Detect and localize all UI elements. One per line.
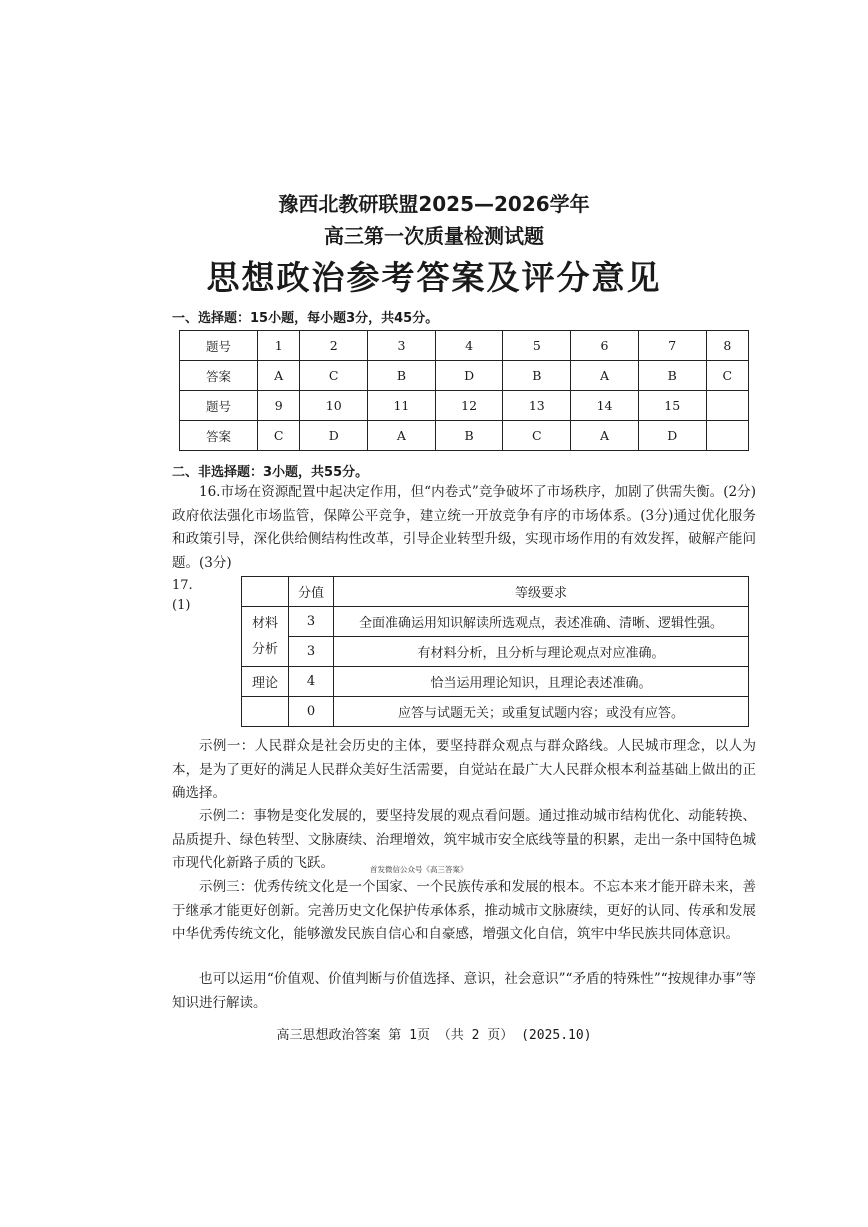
requirement-cell: 应答与试题无关；或重复试题内容；或没有应答。 bbox=[334, 697, 749, 727]
answer-cell: B bbox=[638, 361, 706, 391]
answer-cell: C bbox=[503, 421, 571, 451]
question-number: 14 bbox=[571, 391, 639, 421]
question-number: 12 bbox=[435, 391, 503, 421]
table-row bbox=[242, 697, 749, 727]
watermark: 首发微信公众号《高三答案》 bbox=[370, 865, 468, 874]
score-cell: 0 bbox=[289, 697, 334, 727]
table-row bbox=[180, 391, 749, 421]
question-number: 8 bbox=[706, 331, 748, 361]
header-requirement: 等级要求 bbox=[334, 577, 749, 607]
question-number: 7 bbox=[638, 331, 706, 361]
q17-subpart: (1) bbox=[172, 598, 191, 613]
requirement-cell: 恰当运用理论知识，且理论表述准确。 bbox=[334, 667, 749, 697]
answer-cell: B bbox=[435, 421, 503, 451]
question-number: 3 bbox=[368, 331, 436, 361]
answer-cell: B bbox=[503, 361, 571, 391]
page-title: 思想政治参考答案及评分意见 bbox=[206, 258, 662, 297]
answer-table bbox=[179, 330, 749, 451]
q16-text: 16.市场在资源配置中起决定作用，但“内卷式”竞争破坏了市场秩序，加剧了供需失衡。(2分)政府依法强化市场监管，保障公平竞争，建立统一开放竞争有序的市场体系。(3分)通过优化服务和政策引导，深化供给侧结构性改革，引导企业转型升级，实现市场作用的有效发挥，破解产能问题。(3分) bbox=[172, 484, 756, 571]
answer-cell: C bbox=[300, 361, 368, 391]
answer-cell: D bbox=[638, 421, 706, 451]
row-label: 题号 bbox=[180, 331, 258, 361]
exam-name: 高三第一次质量检测试题 bbox=[324, 224, 544, 248]
header-score: 分值 bbox=[289, 577, 334, 607]
question-number: 15 bbox=[638, 391, 706, 421]
score-cell: 3 bbox=[289, 607, 334, 637]
example-1-text: 示例一：人民群众是社会历史的主体，要坚持群众观点与群众路线。人民城市理念，以人为本，是为了更好的满足人民群众美好生活需要，自觉站在最广大人民群众根本利益基础上做出的正确选择。 bbox=[172, 738, 756, 801]
table-row bbox=[180, 361, 749, 391]
table-row bbox=[180, 331, 749, 361]
question-number: 2 bbox=[300, 331, 368, 361]
question-number: 10 bbox=[300, 391, 368, 421]
table-row bbox=[242, 637, 749, 667]
group-label-theory: 理论 bbox=[242, 667, 289, 697]
q16-answer bbox=[172, 481, 756, 575]
example-3-text: 示例三：优秀传统文化是一个国家、一个民族传承和发展的根本。不忘本来才能开辟未来，善于继承才能更好创新。完善历史文化保护传承体系，推动城市文脉赓续，更好的认同、传承和发展中华优秀传统文化，能够激发民族自信心和自豪感，增强文化自信，筑牢中华民族共同体意识。 bbox=[172, 879, 756, 942]
row-label: 答案 bbox=[180, 421, 258, 451]
table-row bbox=[242, 577, 749, 607]
score-cell: 4 bbox=[289, 667, 334, 697]
page-footer: 高三思想政治答案 第 1页 （共 2 页） (2025.10) bbox=[276, 1028, 592, 1043]
group-label-line: 分析 bbox=[251, 641, 278, 657]
group-label-material bbox=[242, 607, 289, 667]
question-number: 5 bbox=[503, 331, 571, 361]
answer-cell: D bbox=[435, 361, 503, 391]
example-1 bbox=[172, 735, 756, 806]
q17-number: 17. bbox=[172, 578, 193, 593]
table-row bbox=[242, 607, 749, 637]
question-number: 1 bbox=[258, 331, 300, 361]
answer-cell: B bbox=[368, 361, 436, 391]
answer-cell: C bbox=[706, 361, 748, 391]
answer-cell bbox=[706, 421, 748, 451]
section2-heading: 二、非选择题：3小题，共55分。 bbox=[172, 465, 369, 480]
question-number: 13 bbox=[503, 391, 571, 421]
group-label-line: 材料 bbox=[251, 615, 278, 631]
requirement-cell: 全面准确运用知识解读所选观点，表述准确、清晰、逻辑性强。 bbox=[334, 607, 749, 637]
also-note bbox=[172, 968, 756, 1015]
answer-cell: A bbox=[258, 361, 300, 391]
requirement-cell: 有材料分析，且分析与理论观点对应准确。 bbox=[334, 637, 749, 667]
answer-cell: A bbox=[571, 361, 639, 391]
answer-cell: D bbox=[300, 421, 368, 451]
blank-cell bbox=[242, 697, 289, 727]
exam-alliance-title: 豫西北教研联盟2025—2026学年 bbox=[278, 192, 590, 216]
question-number bbox=[706, 391, 748, 421]
q17-label bbox=[172, 576, 193, 616]
answer-cell: A bbox=[571, 421, 639, 451]
row-label: 题号 bbox=[180, 391, 258, 421]
question-number: 4 bbox=[435, 331, 503, 361]
question-number: 9 bbox=[258, 391, 300, 421]
row-label: 答案 bbox=[180, 361, 258, 391]
example-2-text: 示例二：事物是变化发展的，要坚持发展的观点看问题。通过推动城市结构优化、动能转换、品质提升、绿色转型、文脉赓续、治理增效，筑牢城市安全底线等量的积累，走出一条中国特色城市现代化新路子质的飞跃。 bbox=[172, 808, 756, 871]
table-row bbox=[242, 667, 749, 697]
table-row bbox=[180, 421, 749, 451]
question-number: 11 bbox=[368, 391, 436, 421]
answer-cell: A bbox=[368, 421, 436, 451]
answer-cell: C bbox=[258, 421, 300, 451]
blank-cell bbox=[242, 577, 289, 607]
score-cell: 3 bbox=[289, 637, 334, 667]
section1-heading: 一、选择题：15小题，每小题3分，共45分。 bbox=[172, 311, 439, 326]
grading-table bbox=[241, 576, 749, 727]
example-3 bbox=[172, 876, 756, 947]
question-number: 6 bbox=[571, 331, 639, 361]
also-note-text: 也可以运用“价值观、价值判断与价值选择、意识，社会意识”“矛盾的特殊性”“按规律办事”等知识进行解读。 bbox=[172, 971, 756, 1011]
